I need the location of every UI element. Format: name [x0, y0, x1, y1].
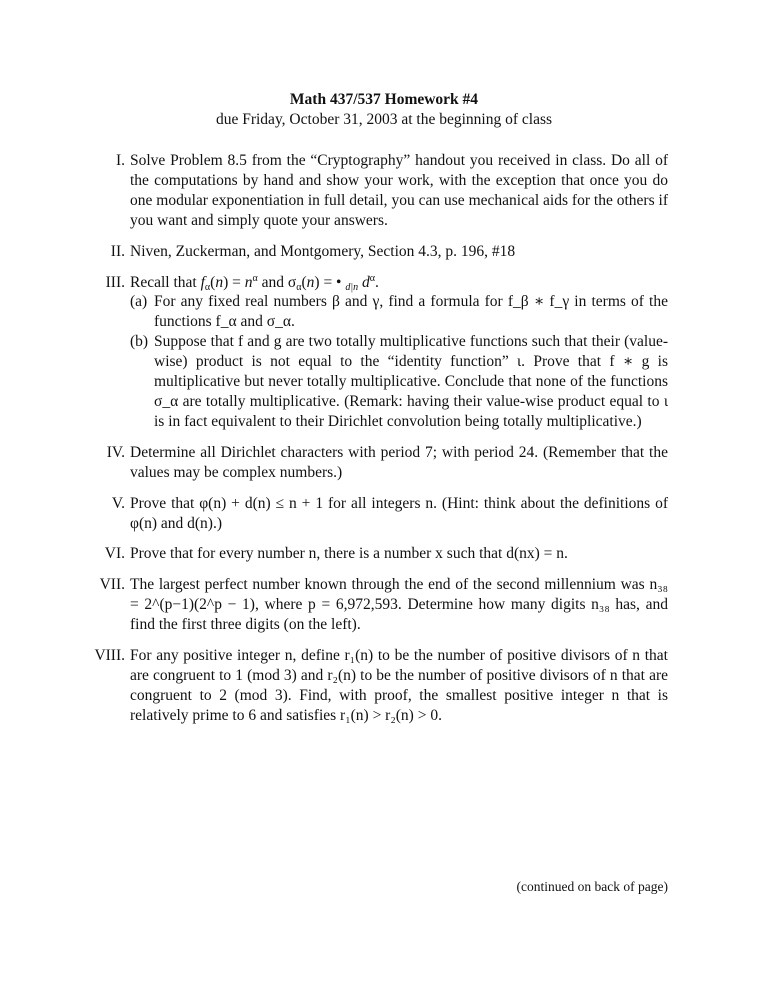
- subpart-label: (a): [130, 293, 148, 311]
- problem-number: II.: [110, 242, 125, 260]
- problem-i: [0, 151, 768, 231]
- page-title: Math 437/537 Homework #4: [289, 91, 479, 108]
- problem-number: III.: [105, 273, 125, 291]
- problem-text: Solve Problem 8.5 from the “Cryptography” handout you received in class. Do all of the computations by hand and show your work, with the exception that once you do one modular exponentiation in full detail, you can use mechanical aids for the others if you want and simply quote your answers.: [130, 152, 668, 229]
- problem-number: IV.: [106, 443, 125, 461]
- problem-text: The largest perfect number known through the end of the second millennium was n₃₈ = 2^(p−1)(2^p − 1), where p = 6,972,593. Determine how many digits n₃₈ has, and find the first three digits (on the left).: [130, 576, 668, 634]
- problem-number: V.: [111, 494, 125, 512]
- continued-note: (continued on back of page): [516, 879, 668, 894]
- due-date-line: due Friday, October 31, 2003 at the beginning of class: [215, 111, 553, 128]
- problem-v: [0, 494, 768, 534]
- problem-vi: [0, 544, 768, 564]
- problem-list: [0, 151, 768, 737]
- problem-intro: Recall that $f_\alpha(n) = n^\alpha$ and $\sigma_\alpha(n)$ = • $_{d|n}$ $d^\alpha$.: [130, 272, 379, 293]
- problem-number: VIII.: [94, 647, 125, 665]
- problem-number: VII.: [99, 576, 125, 594]
- problem-text: Niven, Zuckerman, and Montgomery, Section 4.3, p. 196, #18: [130, 242, 516, 260]
- problem-iv: [0, 443, 768, 483]
- problem-iii: [0, 273, 768, 432]
- subpart-label: (b): [130, 333, 149, 351]
- subpart-b: [130, 332, 668, 432]
- problem-number: VI.: [104, 545, 125, 563]
- problem-text: Prove that for every number n, there is a number x such that d(nx) = n.: [130, 545, 568, 563]
- problem-ii: [0, 242, 768, 262]
- subpart-text: Suppose that f and g are two totally multiplicative functions such that their (value-wise) product is not equal to the “identity function” ι. Prove that f ∗ g is multiplicative but never totally multiplicative. Conclude that none of the functions σ_α are totally multiplicative. (Remark: having their value-wise product equal to ι is in fact equivalent to their Dirichlet convolution being totally multiplicative.): [154, 333, 668, 430]
- problem-text: For any positive integer n, define r₁(n) to be the number of positive divisors of n that are congruent to 1 (mod 3) and r₂(n) to be the number of positive divisors of n that are congruent to 2 (mod 3). Find, with proof, the smallest positive integer n that is relatively prime to 6 and satisfies r₁(n) > r₂(n) > 0.: [130, 647, 668, 724]
- subpart-text: For any fixed real numbers β and γ, find a formula for f_β ∗ f_γ in terms of the functions f_α and σ_α.: [154, 293, 668, 331]
- subpart-a: [130, 292, 668, 332]
- problem-viii: [0, 646, 768, 726]
- problem-text: Prove that φ(n) + d(n) ≤ n + 1 for all integers n. (Hint: think about the definitions of φ(n) and d(n).): [130, 494, 668, 532]
- problem-text: Determine all Dirichlet characters with period 7; with period 24. (Remember that the values may be complex numbers.): [130, 443, 668, 481]
- problem-body: [130, 273, 668, 432]
- problem-vii: [0, 575, 768, 635]
- problem-number: I.: [115, 152, 125, 169]
